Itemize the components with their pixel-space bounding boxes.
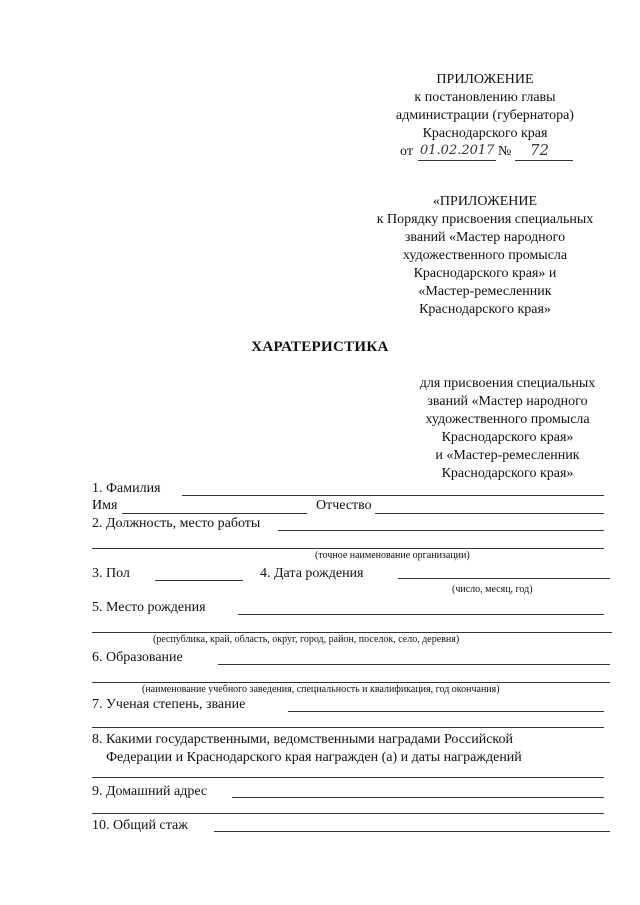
appendix-line: администрации (губернатора) [396,108,574,123]
appendix-line: званий «Мастер народного [404,230,566,245]
surname-label: 1. Фамилия [92,481,161,496]
sex-field[interactable] [155,580,243,581]
name-field[interactable] [122,513,307,514]
decree-number: 72 [530,141,550,159]
appendix-line: художественного промысла [402,248,568,263]
number-underline [515,160,573,161]
patronymic-label: Отчество [316,498,372,513]
birth-date-label: 4. Дата рождения [260,566,364,581]
sex-label: 3. Пол [92,566,130,581]
address-label: 9. Домашний адрес [92,784,208,799]
awards-field[interactable] [92,777,604,778]
education-label: 6. Образование [92,650,183,665]
patronymic-field[interactable] [375,513,604,514]
subtitle-line: художественного промысла [425,412,590,427]
education-field-continued[interactable] [92,682,610,683]
birth-place-field[interactable] [238,614,604,615]
subtitle-line: Краснодарского края» [441,430,574,445]
subtitle-line: и «Мастер-ремесленник [435,448,580,463]
awards-label-continued: Федерации и Краснодарского края награжден (а) и даты награждений [106,750,522,765]
position-field-continued[interactable] [92,548,604,549]
surname-field[interactable] [182,495,604,496]
appendix-line: к постановлению главы [414,90,556,105]
address-field-continued[interactable] [92,813,604,814]
organization-hint: (точное наименование организации) [315,550,470,561]
appendix-heading: ПРИЛОЖЕНИЕ [436,72,534,87]
position-field[interactable] [278,530,604,531]
appendix-line: «Мастер-ремесленник [418,284,552,299]
birth-date-field[interactable] [398,578,610,579]
education-field[interactable] [218,664,610,665]
subtitle-line: для присвоения специальных [419,376,596,391]
subtitle-line: Краснодарского края» [441,466,574,481]
decree-date: 01.02.2017 [420,143,495,158]
appendix-line: Краснодарского края» и [413,266,557,281]
date-underline [418,160,496,161]
birth-place-field-continued[interactable] [92,632,612,633]
number-label: № [498,144,512,159]
appendix-line: Краснодарского края [422,126,548,141]
appendix-heading: «ПРИЛОЖЕНИЕ [432,194,538,209]
appendix-line: Краснодарского края» [419,302,551,317]
awards-label: 8. Какими государственными, ведомственными наградами Российской [92,732,513,747]
date-hint: (число, месяц, год) [452,584,533,595]
subtitle-line: званий «Мастер народного [427,394,588,409]
document-title: ХАРАТЕРИСТИКА [251,339,389,355]
position-label: 2. Должность, место работы [92,516,261,531]
address-field[interactable] [232,797,604,798]
appendix-line: к Порядку присвоения специальных [376,212,594,227]
experience-field[interactable] [214,831,610,832]
place-hint: (республика, край, область, округ, город, район, поселок, село, деревня) [153,634,460,645]
from-label: от [400,144,413,159]
education-hint: (наименование учебного заведения, специальность и квалификация, год окончания) [142,684,500,695]
degree-label: 7. Ученая степень, звание [92,697,246,712]
degree-field[interactable] [288,711,604,712]
name-label: Имя [92,498,118,513]
experience-label: 10. Общий стаж [92,818,188,833]
birth-place-label: 5. Место рождения [92,600,206,615]
degree-field-continued[interactable] [92,727,604,728]
